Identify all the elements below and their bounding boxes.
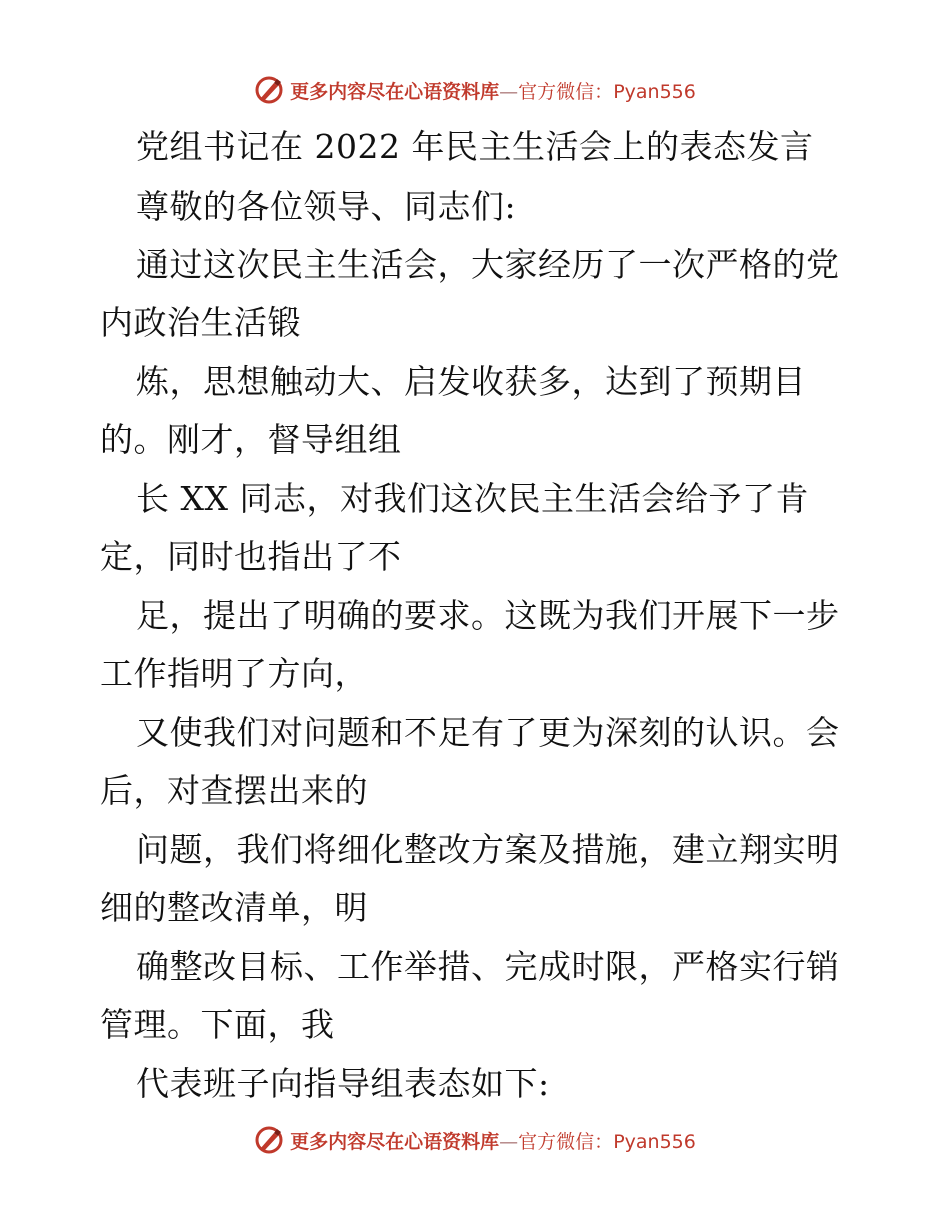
header-banner bbox=[0, 70, 950, 110]
banner-wechat-id: Pyan556 bbox=[613, 80, 696, 103]
text-line: 长 XX 同志，对我们这次民主生活会给予了肯 bbox=[136, 479, 809, 518]
banner-wechat-id: Pyan556 bbox=[613, 1130, 696, 1153]
banner-main-text: 更多内容尽在心语资料库 bbox=[290, 1130, 500, 1153]
text-line: 细的整改清单，明 bbox=[100, 888, 368, 927]
pen-circle-logo-icon bbox=[254, 1125, 284, 1155]
text-line: 内政治生活锻 bbox=[100, 303, 301, 342]
banner-tail-text: 官方微信： bbox=[518, 1130, 614, 1153]
banner-text bbox=[290, 1127, 696, 1154]
text-line: 通过这次民主生活会，大家经历了一次严格的党 bbox=[136, 245, 840, 284]
banner-main-text: 更多内容尽在心语资料库 bbox=[290, 80, 500, 103]
banner-text bbox=[290, 77, 696, 104]
pen-circle-logo-icon bbox=[254, 75, 284, 105]
text-line: 的。刚才，督导组组 bbox=[100, 420, 402, 459]
text-line: 尊敬的各位领导、同志们: bbox=[136, 187, 517, 226]
footer-banner bbox=[0, 1120, 950, 1160]
document-title: 党组书记在 2022 年民主生活会上的表态发言 bbox=[136, 127, 814, 166]
text-line: 炼，思想触动大、启发收获多，达到了预期目 bbox=[136, 362, 806, 401]
text-line: 定，同时也指出了不 bbox=[100, 537, 402, 576]
banner-dash: — bbox=[499, 80, 519, 103]
text-line: 工作指明了方向， bbox=[100, 654, 368, 693]
text-line: 确整改目标、工作举措、完成时限，严格实行销 bbox=[136, 947, 840, 986]
text-line: 问题，我们将细化整改方案及措施，建立翔实明 bbox=[136, 830, 840, 869]
text-line: 管理。下面，我 bbox=[100, 1005, 335, 1044]
text-line: 代表班子向指导组表态如下: bbox=[136, 1064, 550, 1103]
text-line: 又使我们对问题和不足有了更为深刻的认识。会 bbox=[136, 713, 840, 752]
banner-tail-text: 官方微信： bbox=[518, 80, 614, 103]
text-line: 足，提出了明确的要求。这既为我们开展下一步 bbox=[136, 596, 840, 635]
text-line: 后，对查摆出来的 bbox=[100, 771, 368, 810]
banner-dash: — bbox=[499, 1130, 519, 1153]
